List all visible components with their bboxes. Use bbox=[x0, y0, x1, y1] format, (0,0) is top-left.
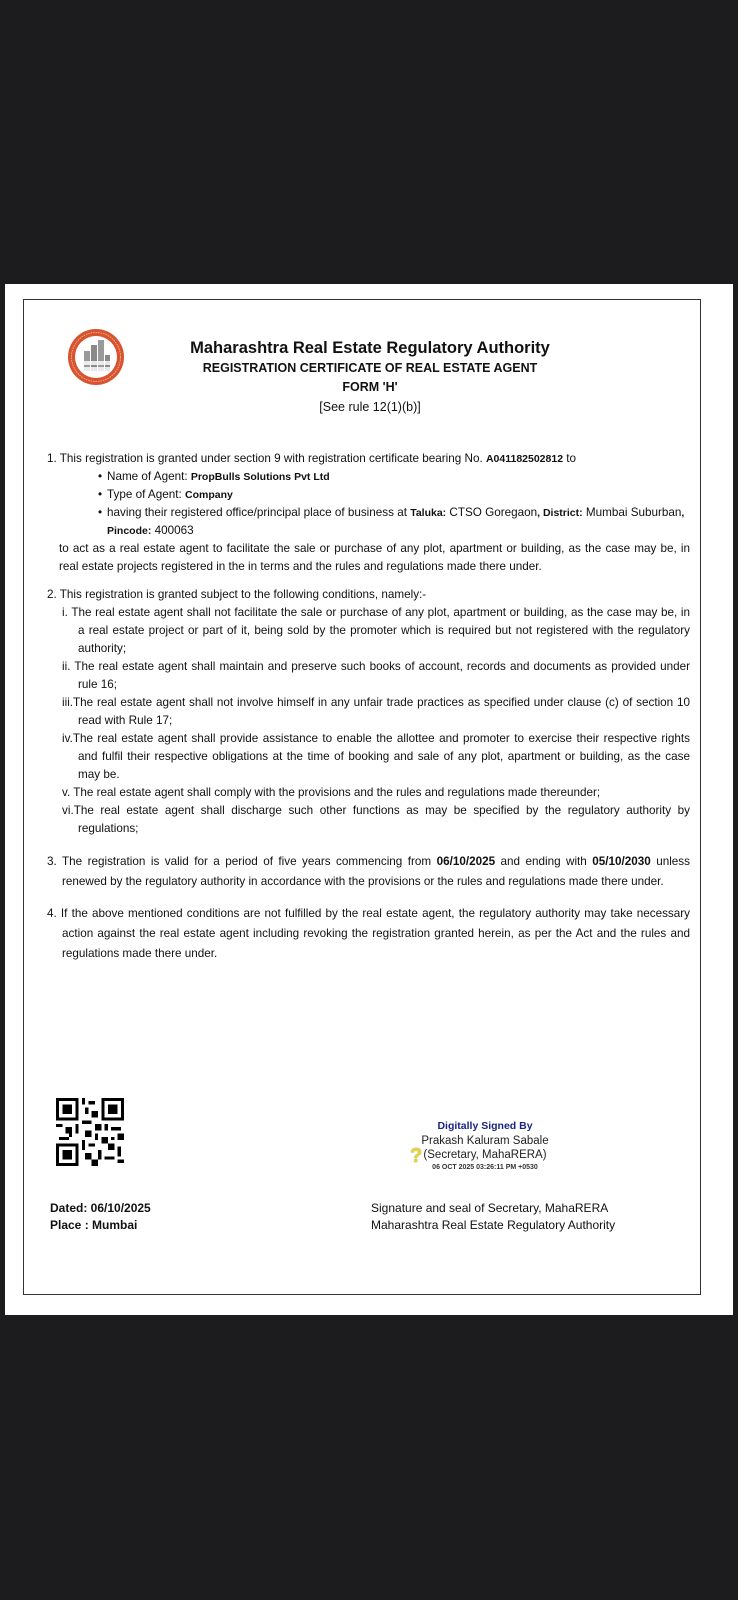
condition-item bbox=[47, 784, 690, 802]
seal-line-2: Maharashtra Real Estate Regulatory Authority bbox=[371, 1218, 616, 1232]
pincode-label: , Pincode: bbox=[107, 507, 685, 537]
pincode-value: 400063 bbox=[151, 524, 194, 537]
clause-1 bbox=[47, 450, 690, 576]
maharera-logo-icon bbox=[66, 327, 126, 387]
clause-text: to bbox=[563, 452, 577, 465]
condition-text: The real estate agent shall not involve himself in any unfair trade practices as specified under clause (c) of section 10 read with Rule 17; bbox=[73, 696, 690, 727]
condition-item bbox=[47, 730, 690, 784]
condition-item bbox=[47, 694, 690, 730]
signature-validity-unknown-icon[interactable]: ? bbox=[410, 1145, 423, 1167]
clause-text: The registration is valid for a period of five years commencing from bbox=[62, 855, 437, 868]
agent-type-item bbox=[47, 486, 690, 504]
condition-text: The real estate agent shall discharge such other functions as may be specified by the regulatory authority by regulations; bbox=[73, 804, 690, 835]
district-label: , District: bbox=[537, 507, 583, 519]
validity-end-date: 05/10/2030 bbox=[592, 855, 651, 868]
clause-4 bbox=[47, 904, 690, 964]
district-value: Mumbai Suburban bbox=[582, 506, 682, 519]
condition-item bbox=[47, 604, 690, 658]
condition-text: The real estate agent shall comply with the provisions and the rules and regulations made thereunder; bbox=[73, 786, 601, 799]
date-place-block bbox=[50, 1200, 151, 1234]
condition-text: The real estate agent shall maintain and preserve such books of account, records and documents as provided under rule 16; bbox=[74, 660, 690, 691]
clause-text: unless renewed by the regulatory authority in accordance with the provisions or the rules and regulations made there under. bbox=[62, 855, 690, 888]
bullet-icon: • bbox=[98, 506, 103, 519]
agent-name-item bbox=[47, 468, 690, 486]
agent-type: Company bbox=[184, 489, 233, 501]
rule-reference: [See rule 12(1)(b)] bbox=[319, 400, 421, 414]
authority-title: Maharashtra Real Estate Regulatory Authority bbox=[190, 339, 550, 357]
clause-number: 4. bbox=[47, 907, 57, 920]
label: having their registered office/principal place of business at bbox=[107, 506, 411, 519]
clause-text: If the above mentioned conditions are not fulfilled by the real estate agent, the regulatory authority may take necessary action against the real estate agent including revoking the registration granted herein, as per the Act and the rules and regulations made there under. bbox=[60, 907, 690, 960]
condition-item bbox=[47, 658, 690, 694]
digital-signature-block bbox=[400, 1118, 570, 1174]
taluka-label: Taluka: bbox=[410, 507, 447, 519]
condition-number: ii. bbox=[62, 660, 71, 673]
label: Name of Agent: bbox=[107, 470, 191, 483]
condition-number: i. bbox=[62, 606, 68, 619]
agent-name: PropBulls Solutions Pvt Ltd bbox=[190, 471, 330, 483]
condition-number: vi. bbox=[62, 804, 74, 817]
condition-number: iii. bbox=[62, 696, 74, 709]
condition-text: The real estate agent shall provide assistance to enable the allottee and promoter to exercise their respective rights and fulfil their respective obligations at the time of booking and sale of any plot, apartment or building, as the case may be. bbox=[72, 732, 690, 781]
taluka-value: CTSO Goregaon bbox=[446, 506, 538, 519]
digitally-signed-label: Digitally Signed By bbox=[437, 1120, 533, 1132]
condition-item bbox=[47, 802, 690, 838]
clause-text: This registration is granted under section 9 with registration certificate bearing No. bbox=[59, 452, 486, 465]
signature-timestamp: 06 OCT 2025 03:26:11 PM +0530 bbox=[432, 1164, 538, 1171]
signer-name: Prakash Kaluram Sabale bbox=[421, 1135, 549, 1147]
place-text: Place : Mumbai bbox=[50, 1218, 138, 1232]
clause-2 bbox=[47, 586, 690, 838]
clause-number: 3. bbox=[47, 855, 57, 868]
certificate-body bbox=[47, 450, 690, 974]
clause-closing: to act as a real estate agent to facilitate the sale or purchase of any plot, apartment or building, as the case may be, in real estate projects registered in the in terms and the rules and regulations made there under. bbox=[59, 542, 690, 573]
label: Type of Agent: bbox=[107, 488, 185, 501]
qr-code-icon[interactable] bbox=[56, 1098, 124, 1166]
clause-3 bbox=[47, 852, 690, 892]
clause-number: 1. bbox=[47, 452, 57, 465]
condition-number: v. bbox=[62, 786, 71, 799]
clause-text: and ending with bbox=[495, 855, 593, 868]
office-address-item bbox=[47, 504, 690, 540]
seal-block bbox=[371, 1200, 615, 1234]
seal-line-1: Signature and seal of Secretary, MahaRERA bbox=[371, 1201, 609, 1215]
bullet-icon: • bbox=[98, 470, 103, 483]
certificate-title: REGISTRATION CERTIFICATE OF REAL ESTATE AGENT bbox=[202, 361, 538, 375]
dated-text: Dated: 06/10/2025 bbox=[50, 1201, 151, 1215]
bullet-icon: • bbox=[98, 488, 103, 501]
condition-number: iv. bbox=[62, 732, 73, 745]
condition-text: The real estate agent shall not facilitate the sale or purchase of any plot, apartment or building, as the case may be, in a real estate project or part of it, being sold by the promoter which is required but not registered with the regulatory authority; bbox=[71, 606, 690, 655]
certificate-header bbox=[170, 337, 570, 417]
registration-number: A041182502812 bbox=[485, 453, 564, 465]
form-label: FORM 'H' bbox=[342, 380, 398, 394]
validity-start-date: 06/10/2025 bbox=[436, 855, 496, 868]
clause-text: This registration is granted subject to the following conditions, namely:- bbox=[59, 588, 427, 601]
signer-role: (Secretary, MahaRERA) bbox=[423, 1149, 547, 1161]
clause-number: 2. bbox=[47, 588, 57, 601]
